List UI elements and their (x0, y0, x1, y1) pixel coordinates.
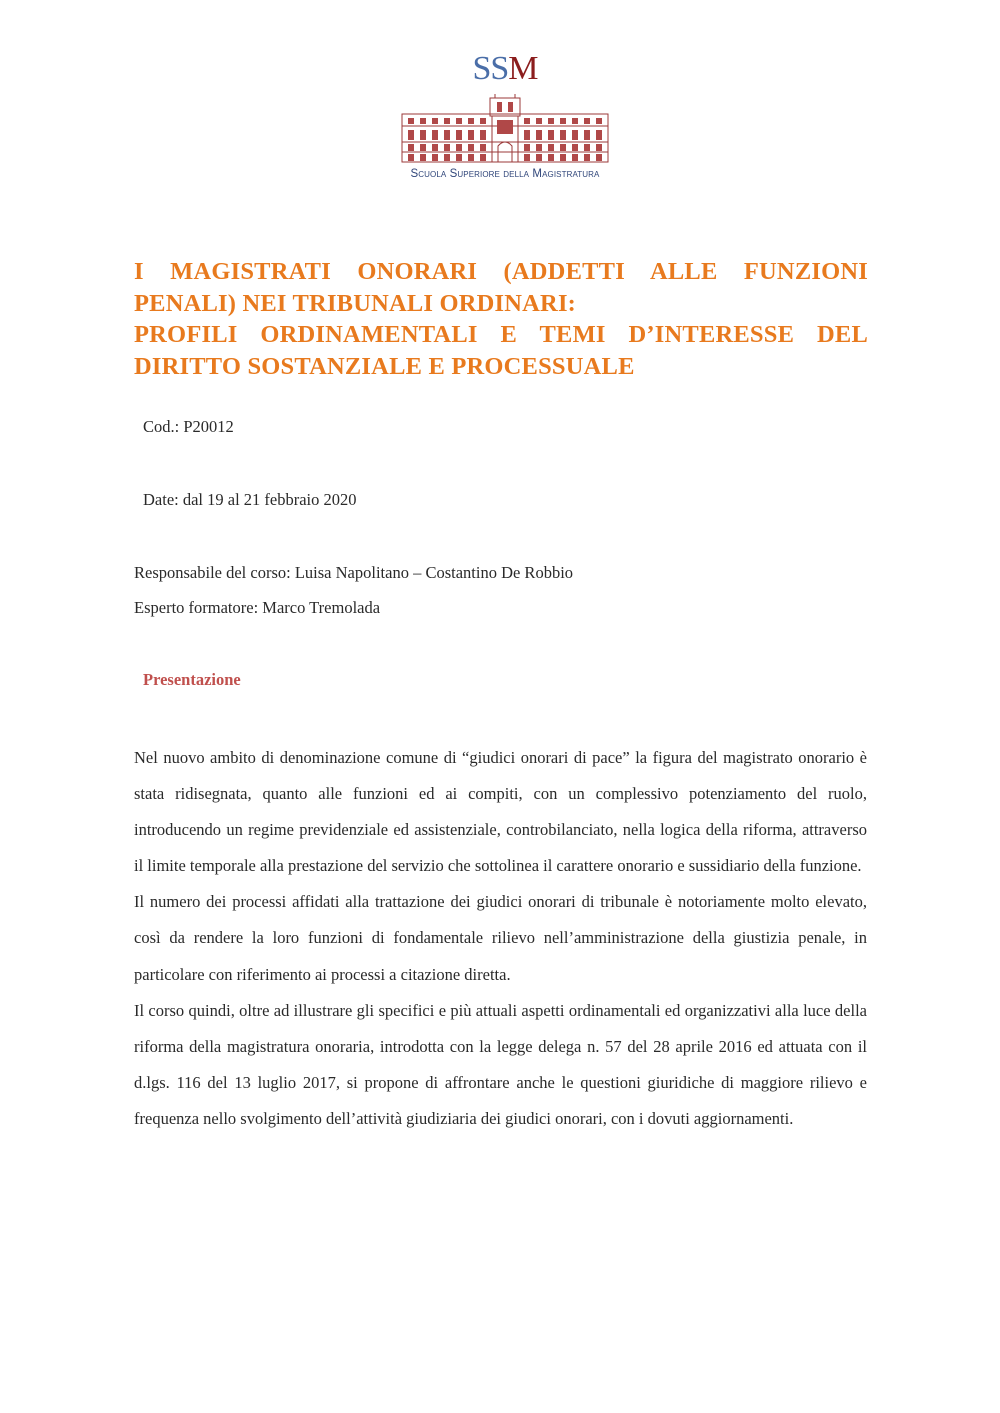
body-paragraph-3: Il corso quindi, oltre ad illustrare gli specifici e più attuali aspetti ordinamentali ed organizzativi alla luce della riforma della magistratura onoraria, introdotta con la legge delega n. 57 del 28 aprile 2016 ed attuata con il d.lgs. 116 del 13 luglio 2017, si propone di affrontare anche le questioni giuridiche di maggiore rilievo e frequenza nello svolgimento dell’attività giudiziaria dei giudici onorari, con i dovuti aggiornamenti. (134, 1000, 867, 1128)
section-heading-presentazione: Presentazione (143, 670, 241, 689)
document-title (134, 256, 868, 382)
course-responsabile: Responsabile del corso: Luisa Napolitano – Costantino De Robbio (134, 563, 574, 582)
course-esperto: Esperto formatore: Marco Tremolada (134, 598, 381, 617)
title-line-1: I MAGISTRATI ONORARI (ADDETTI ALLE FUNZIONI (134, 258, 868, 285)
title-line-4: DIRITTO SOSTANZIALE E PROCESSUALE (134, 352, 635, 380)
logo-acronym: SSM (472, 50, 538, 87)
title-line-2: PENALI) NEI TRIBUNALI ORDINARI: (134, 289, 577, 317)
course-code: Cod.: P20012 (143, 417, 234, 436)
building-illustration (400, 94, 610, 164)
logo-caption: Scuola Superiore della Magistratura (410, 168, 600, 180)
ssm-logo (395, 50, 615, 190)
title-line-3: PROFILI ORDINAMENTALI E TEMI D’INTERESSE DEL (134, 321, 868, 348)
course-dates: Date: dal 19 al 21 febbraio 2020 (143, 490, 357, 509)
body-paragraph-2: Il numero dei processi affidati alla trattazione dei giudici onorari di tribunale è notoriamente molto elevato, così da rendere la loro funzioni di fondamentale rilievo nell’amministrazione della giustizia penale, in particolare con riferimento ai processi a citazione diretta. (134, 892, 867, 984)
presentazione-body (134, 740, 867, 1137)
body-paragraph-1: Nel nuovo ambito di denominazione comune di “giudici onorari di pace” la figura del magistrato onorario è stata ridisegnata, quanto alle funzioni ed ai compiti, con un complessivo potenziamento del ruolo, introducendo un regime previdenziale ed assistenziale, controbilanciato, nella logica della riforma, attraverso il limite temporale alla prestazione del servizio che sottolinea il carattere onorario e sussidiario della funzione. (134, 748, 867, 876)
